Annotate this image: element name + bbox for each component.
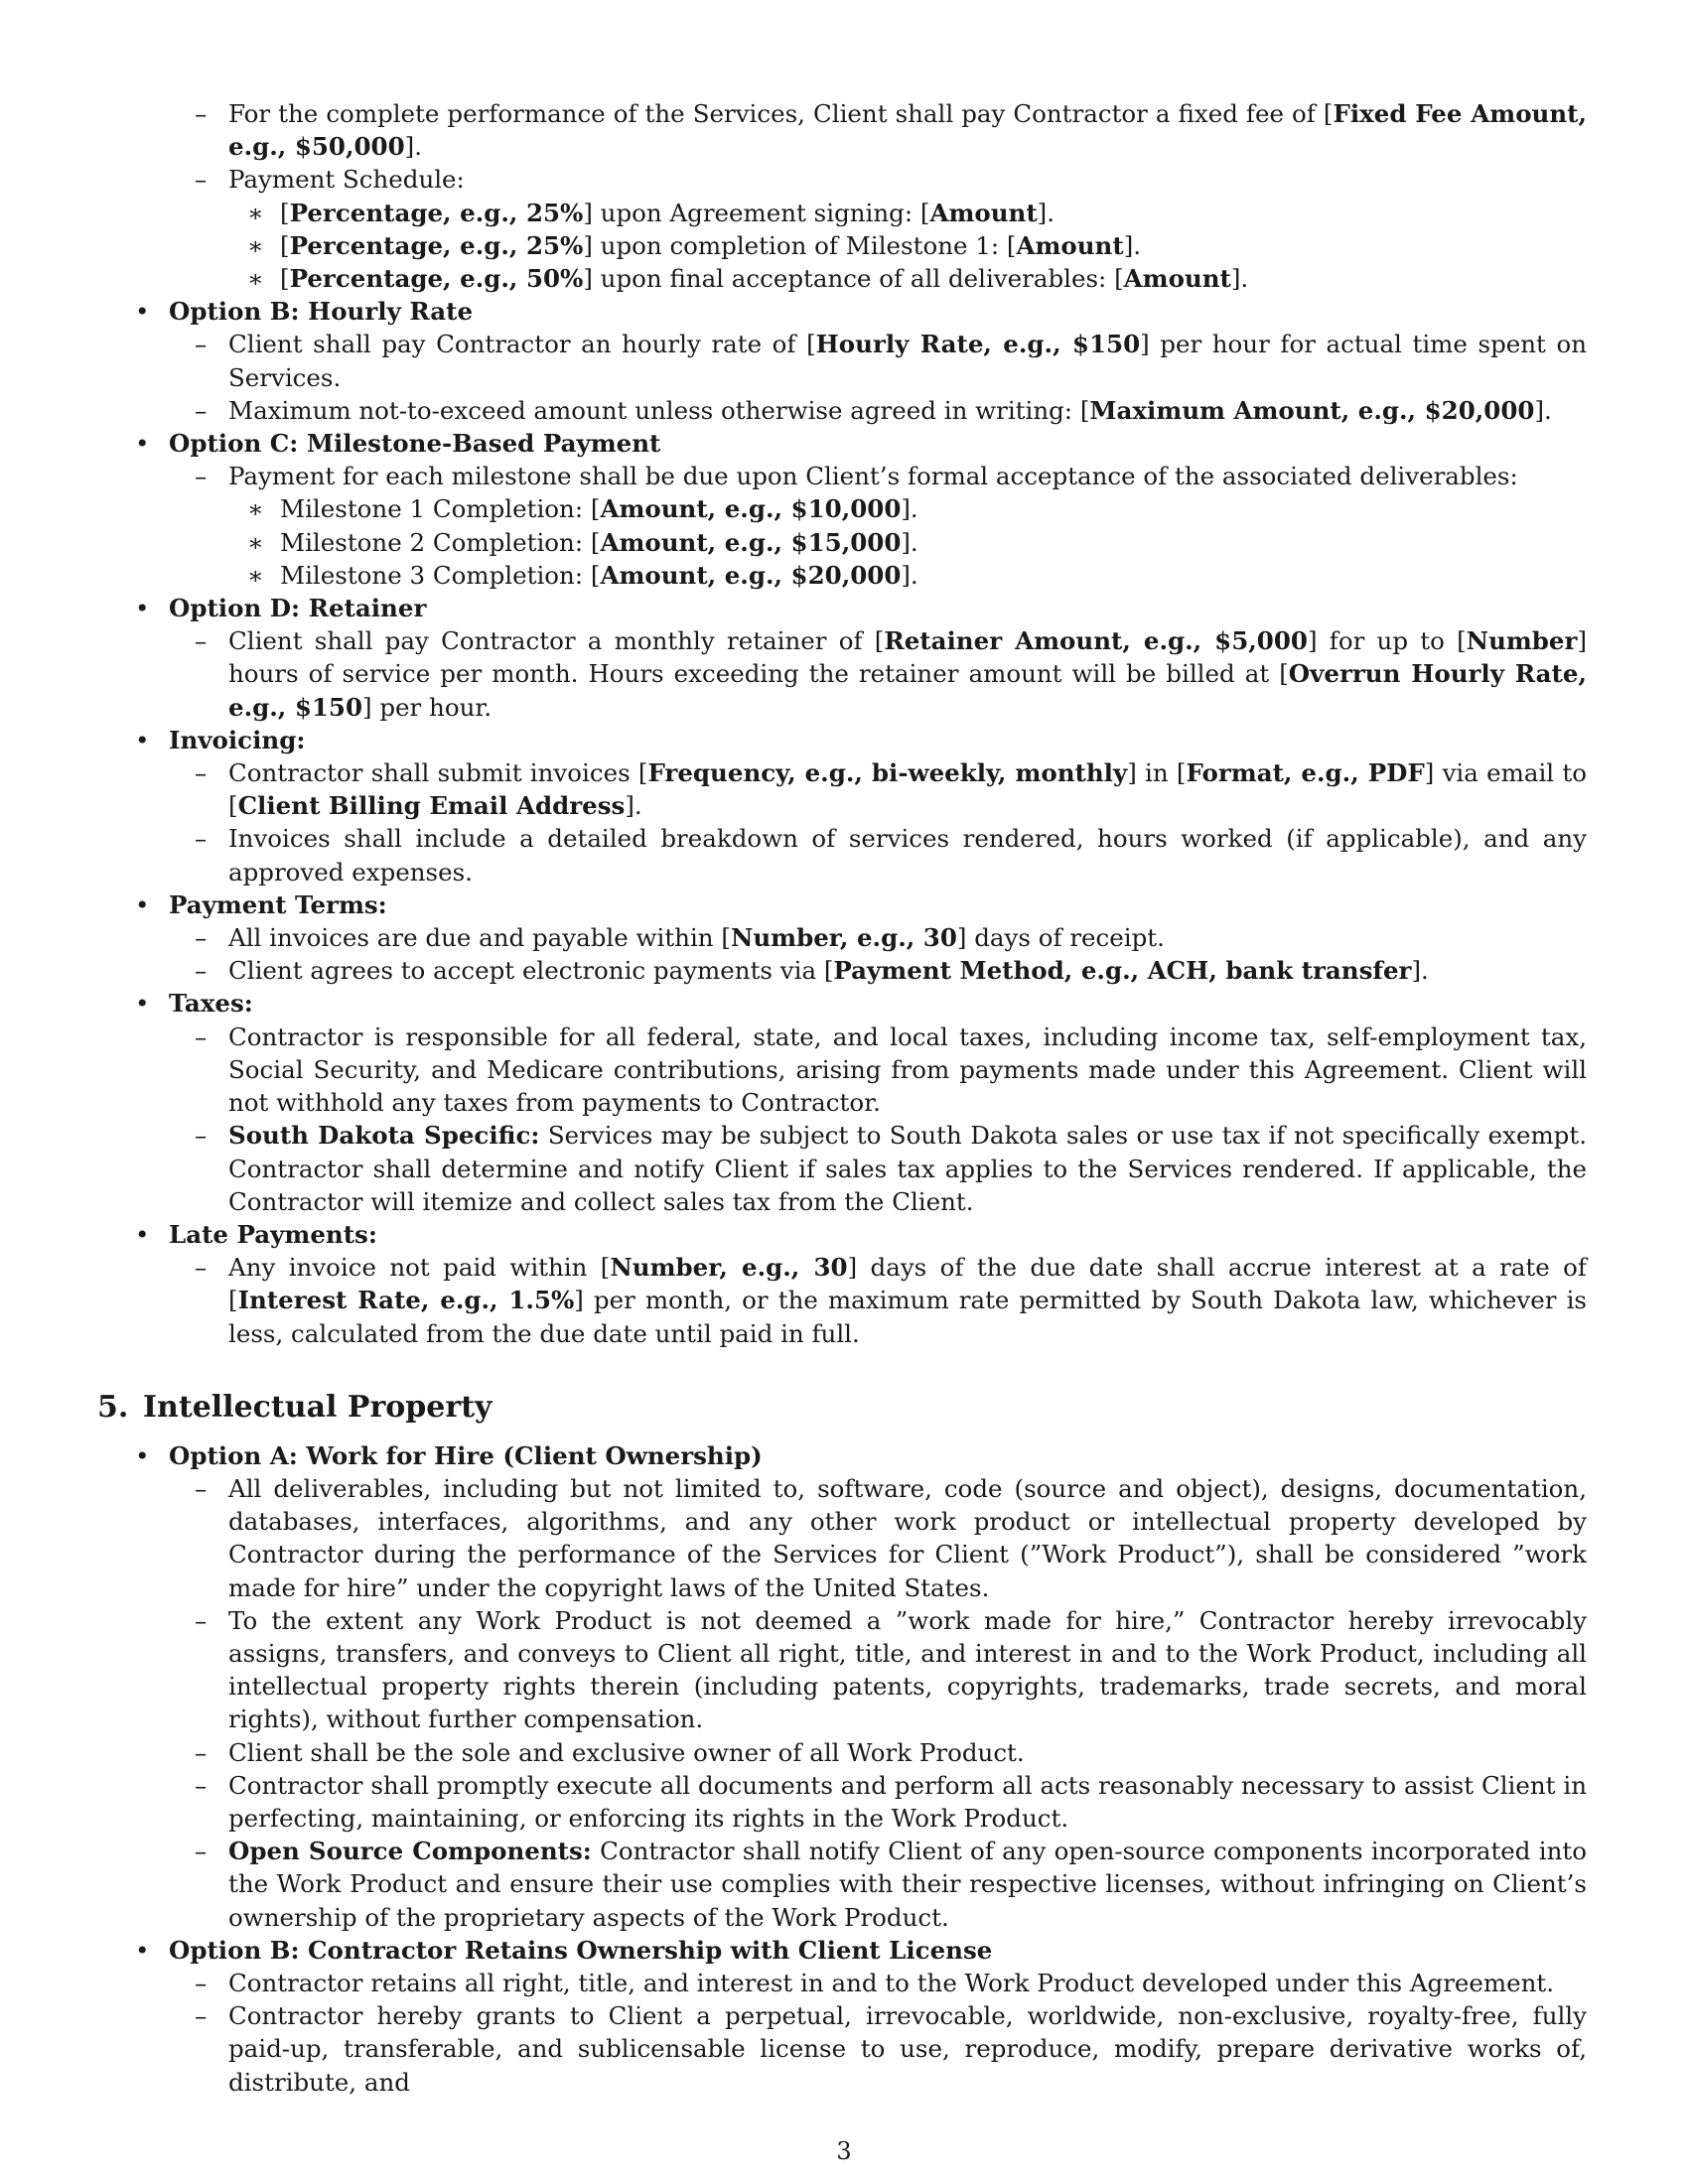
late-payments-section bbox=[97, 1218, 1587, 1251]
page-number: 3 bbox=[836, 2137, 852, 2165]
dash-bullet: – bbox=[195, 1253, 208, 1283]
payment-terms-section bbox=[97, 888, 1587, 921]
dash-bullet: – bbox=[195, 1022, 208, 1051]
list-item: – Contractor retains all right, title, and interest in and to the Work Product developed under this Agreement. bbox=[97, 1967, 1587, 1999]
dot-bullet: • bbox=[135, 429, 150, 459]
dot-bullet: • bbox=[135, 1219, 150, 1249]
option-heading: Option D: Retainer bbox=[169, 594, 427, 623]
star-bullet: ∗ bbox=[247, 198, 264, 227]
list-item: – Invoices shall include a detailed breakdown of services rendered, hours worked (if applicable), and any approved expenses. bbox=[195, 824, 1587, 887]
dash-bullet: – bbox=[195, 1968, 208, 1997]
option-heading: Taxes: bbox=[169, 989, 253, 1019]
section-title: Intellectual Property bbox=[143, 1389, 492, 1425]
dash-bullet: – bbox=[195, 956, 208, 986]
section-heading bbox=[97, 1350, 1587, 1439]
fixed-fee-list bbox=[97, 97, 1587, 1350]
list-item: – Contractor hereby grants to Client a perpetual, irrevocable, worldwide, non-exclusive, royalty-free, fully paid-up, transferable, and sublicensable license to use, reproduce, modify, prepare derivative works of, distribute, and bbox=[195, 2001, 1587, 2097]
list-item: – Maximum not-to-exceed amount unless otherwise agreed in writing: [Maximum Amount, e.g., $20,000]. bbox=[97, 394, 1587, 427]
dot-bullet: • bbox=[135, 725, 150, 754]
list-item: – Any invoice not paid within [Number, e.g., 30] days of the due date shall accrue interest at a rate of [Interest Rate, e.g., 1.5%] per month, or the maximum rate permitted by South Dakota law, whichever is less, calculated from the due date until paid in full. bbox=[195, 1253, 1587, 1348]
list-item: – Contractor shall promptly execute all documents and perform all acts reasonably necessary to assist Client in perfecting, maintaining, or enforcing its rights in the Work Product. bbox=[195, 1770, 1587, 1833]
list-item: ∗ [Percentage, e.g., 25%] upon completion of Milestone 1: [Amount]. bbox=[97, 229, 1587, 262]
list-item: – Contractor is responsible for all federal, state, and local taxes, including income tax, self-employment tax, Social Security, and Medicare contributions, arising from payments made under this Agreement. Client will not withhold any taxes from payments to Contractor. bbox=[195, 1022, 1587, 1118]
dash-bullet: – bbox=[195, 165, 208, 195]
list-item: – All invoices are due and payable within [Number, e.g., 30] days of receipt. bbox=[97, 921, 1587, 954]
dot-bullet: • bbox=[135, 989, 150, 1019]
list-item: ∗ [Percentage, e.g., 25%] upon Agreement signing: [Amount]. bbox=[97, 197, 1587, 229]
dot-bullet: • bbox=[135, 594, 150, 623]
option-heading: Option A: Work for Hire (Client Ownership) bbox=[169, 1440, 763, 1470]
invoicing-section bbox=[97, 724, 1587, 756]
list-item: – Client shall pay Contractor a monthly retainer of [Retainer Amount, e.g., $5,000] for up to [Number] hours of service per month. Hours exceeding the retainer amount will be billed at [Overrun Hourly Rate, e.g., $150] per hour. bbox=[195, 626, 1587, 722]
list-item: ∗ Milestone 2 Completion: [Amount, e.g., $15,000]. bbox=[97, 526, 1587, 559]
list-item: – Contractor shall submit invoices [Frequency, e.g., bi-weekly, monthly] in [Format, e.g., PDF] via email to [Client Billing Email Address]. bbox=[195, 758, 1587, 821]
list-item: – Client shall pay Contractor an hourly rate of [Hourly Rate, e.g., $150] per hour for actual time spent on Services. bbox=[195, 330, 1587, 392]
list-item: – All deliverables, including but not limited to, software, code (source and object), designs, documentation, databases, interfaces, algorithms, and any other work product or intellectual property developed by Contractor during the performance of the Services for Client (”Work Product”), shall be considered ”work made for hire” under the copyright laws of the United States. bbox=[195, 1473, 1587, 1602]
dash-bullet: – bbox=[195, 626, 208, 656]
dash-bullet: – bbox=[195, 330, 208, 359]
dash-bullet: – bbox=[195, 99, 208, 128]
star-bullet: ∗ bbox=[247, 494, 264, 524]
dash-bullet: – bbox=[195, 1121, 208, 1151]
list-item: ∗ [Percentage, e.g., 50%] upon final acceptance of all deliverables: [Amount]. bbox=[97, 262, 1587, 295]
option-b-hourly bbox=[97, 295, 1587, 328]
ip-option-a bbox=[97, 1439, 1587, 1472]
dash-bullet: – bbox=[195, 1837, 208, 1866]
list-item: – For the complete performance of the Services, Client shall pay Contractor a fixed fee of [Fixed Fee Amount, e.g., $50,000]. bbox=[195, 99, 1588, 162]
dash-bullet: – bbox=[195, 2001, 208, 2031]
star-bullet: ∗ bbox=[247, 527, 264, 557]
option-heading: Option B: Hourly Rate bbox=[169, 297, 474, 327]
option-c-milestone bbox=[97, 427, 1587, 460]
list-item: – To the extent any Work Product is not deemed a ”work made for hire,” Contractor hereby irrevocably assigns, transfers, and conveys to Client all right, title, and interest in and to the Work Product, including all intellectual property rights therein (including patents, copyrights, trademarks, trade secrets, and moral rights), without further compensation. bbox=[195, 1605, 1587, 1734]
list-item: – South Dakota Specific: Services may be subject to South Dakota sales or use tax if not specifically exempt. Contractor shall determine and notify Client if sales tax applies to the Services rendered. If applicable, the Contractor will itemize and collect sales tax from the Client. bbox=[195, 1121, 1587, 1216]
list-item: ∗ Milestone 1 Completion: [Amount, e.g., $10,000]. bbox=[97, 492, 1587, 525]
taxes-section bbox=[97, 987, 1587, 1020]
dash-bullet: – bbox=[195, 395, 208, 425]
dot-bullet: • bbox=[135, 1935, 150, 1965]
dash-bullet: – bbox=[195, 758, 208, 788]
dot-bullet: • bbox=[135, 889, 150, 919]
ip-option-b bbox=[97, 1934, 1587, 1967]
dash-bullet: – bbox=[195, 923, 208, 953]
schedule-label: Payment Schedule: bbox=[228, 165, 465, 195]
option-heading: Payment Terms: bbox=[169, 889, 387, 919]
option-heading: Late Payments: bbox=[169, 1219, 377, 1249]
dash-bullet: – bbox=[195, 1605, 208, 1635]
list-item: – Client shall be the sole and exclusive owner of all Work Product. bbox=[97, 1736, 1587, 1769]
dash-bullet: – bbox=[195, 1473, 208, 1503]
list-item: ∗ Milestone 3 Completion: [Amount, e.g., $20,000]. bbox=[97, 559, 1587, 592]
option-heading: Invoicing: bbox=[169, 725, 306, 754]
list-item: – Open Source Components: Contractor shall notify Client of any open-source components incorporated into the Work Product and ensure their use complies with their respective licenses, without infringing on Client’s ownership of the proprietary aspects of the Work Product. bbox=[195, 1837, 1587, 1932]
list-item: – Payment for each milestone shall be due upon Client’s formal acceptance of the associated deliverables: bbox=[97, 460, 1587, 492]
list-item: – Client agrees to accept electronic payments via [Payment Method, e.g., ACH, bank transfer]. bbox=[97, 954, 1587, 987]
page-content bbox=[97, 97, 1587, 2099]
option-heading: Option B: Contractor Retains Ownership with Client License bbox=[169, 1935, 993, 1965]
option-heading: Option C: Milestone-Based Payment bbox=[169, 429, 661, 459]
option-d-retainer bbox=[97, 592, 1587, 624]
star-bullet: ∗ bbox=[247, 230, 264, 260]
section-number: 5. bbox=[97, 1389, 129, 1425]
dash-bullet: – bbox=[195, 824, 208, 854]
list-item bbox=[97, 163, 1587, 196]
dash-bullet: – bbox=[195, 1770, 208, 1800]
placeholder-field: Fixed Fee Amount, e.g., $50,000 bbox=[228, 99, 1588, 162]
dot-bullet: • bbox=[135, 1440, 150, 1470]
dash-bullet: – bbox=[195, 1737, 208, 1767]
dot-bullet: • bbox=[135, 297, 150, 327]
ip-list bbox=[97, 1439, 1587, 2099]
star-bullet: ∗ bbox=[247, 560, 264, 590]
dash-bullet: – bbox=[195, 462, 208, 491]
star-bullet: ∗ bbox=[247, 264, 264, 294]
